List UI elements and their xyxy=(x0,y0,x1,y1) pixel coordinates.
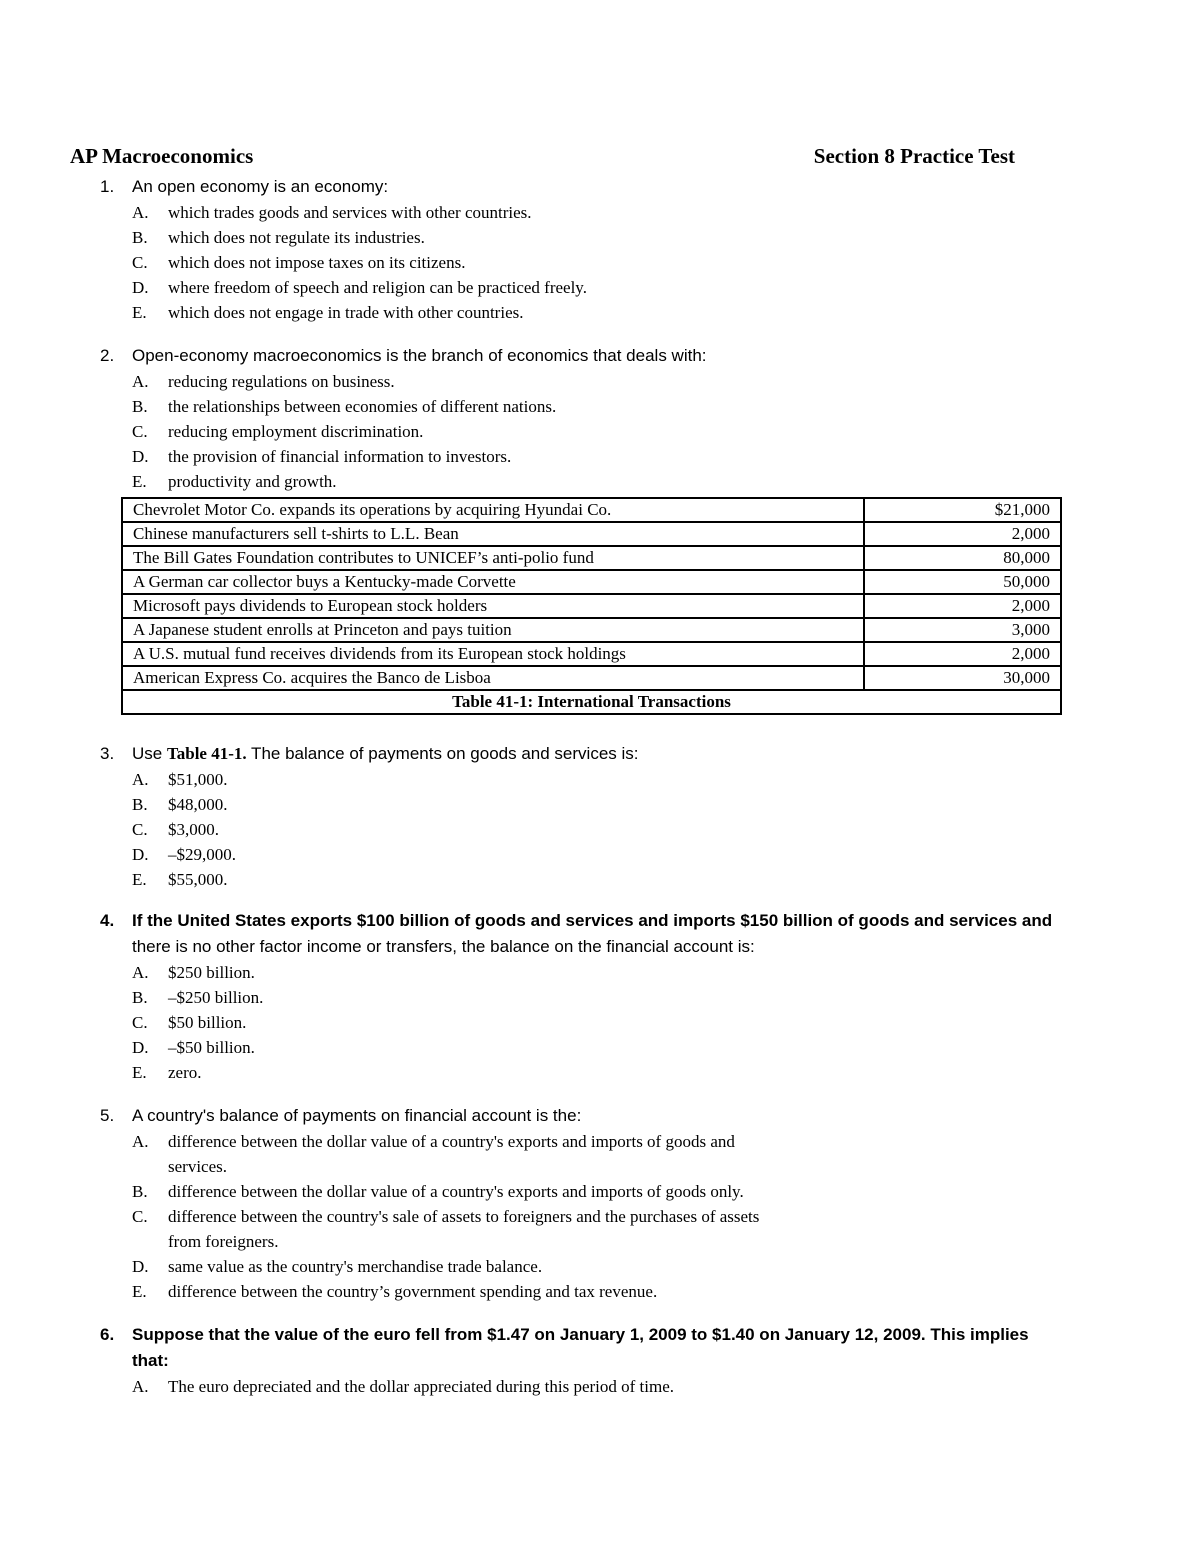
option-text: difference between the dollar value of a country's exports and imports of goods and xyxy=(168,1132,735,1151)
answer-option-d xyxy=(100,444,1130,469)
transaction-description: A U.S. mutual fund receives dividends from its European stock holdings xyxy=(122,642,864,666)
question-stem xyxy=(100,741,1130,767)
option-letter: B. xyxy=(132,1182,148,1201)
question-text-line2: there is no other factor income or transfers, the balance on the financial account is: xyxy=(132,937,755,956)
option-text: –$50 billion. xyxy=(168,1038,255,1057)
answer-option-a xyxy=(100,960,1130,985)
table-row xyxy=(122,498,1061,522)
option-text: $51,000. xyxy=(168,770,228,789)
option-text: reducing regulations on business. xyxy=(168,372,395,391)
question-number: 1. xyxy=(100,177,115,196)
question-stem-cont xyxy=(100,1348,1130,1374)
option-letter: B. xyxy=(132,397,148,416)
transaction-value: 30,000 xyxy=(864,666,1061,690)
option-text: difference between the dollar value of a country's exports and imports of goods only. xyxy=(168,1182,744,1201)
table-row xyxy=(122,618,1061,642)
question-1 xyxy=(100,174,1130,325)
transaction-description: American Express Co. acquires the Banco de Lisboa xyxy=(122,666,864,690)
answer-option-a xyxy=(100,200,1130,225)
question-text-line2: that: xyxy=(132,1351,169,1370)
answer-option-e xyxy=(100,1279,1130,1304)
table-caption: Table 41-1: International Transactions xyxy=(122,690,1061,714)
answer-option-e xyxy=(100,1060,1130,1085)
option-text: $48,000. xyxy=(168,795,228,814)
question-text-pre: Use xyxy=(132,744,167,763)
question-stem-cont xyxy=(100,934,1130,960)
option-letter: E. xyxy=(132,472,147,491)
option-text: $55,000. xyxy=(168,870,228,889)
question-text-post: The balance of payments on goods and services is: xyxy=(246,744,639,763)
question-number: 2. xyxy=(100,346,115,365)
option-letter: D. xyxy=(132,845,149,864)
transaction-value: 3,000 xyxy=(864,618,1061,642)
answer-option-d xyxy=(100,275,1130,300)
answer-option-c xyxy=(100,1010,1130,1035)
option-letter: A. xyxy=(132,372,149,391)
option-letter: E. xyxy=(132,1282,147,1301)
question-number: 3. xyxy=(100,744,115,763)
option-letter: A. xyxy=(132,1132,149,1151)
question-stem xyxy=(100,1103,1130,1129)
question-number: 6. xyxy=(100,1325,115,1344)
table-row xyxy=(122,546,1061,570)
option-text: reducing employment discrimination. xyxy=(168,422,424,441)
test-title: Section 8 Practice Test xyxy=(813,144,1015,168)
option-letter: C. xyxy=(132,1013,148,1032)
question-6 xyxy=(100,1322,1130,1399)
question-number: 5. xyxy=(100,1106,115,1125)
option-text: –$29,000. xyxy=(168,845,236,864)
option-text: which trades goods and services with other countries. xyxy=(168,203,532,222)
option-letter: D. xyxy=(132,1038,149,1057)
option-text: –$250 billion. xyxy=(168,988,264,1007)
option-text: productivity and growth. xyxy=(168,472,337,491)
option-text: The euro depreciated and the dollar appreciated during this period of time. xyxy=(168,1377,675,1396)
answer-option-a xyxy=(100,767,1130,792)
option-text: $250 billion. xyxy=(168,963,255,982)
option-text: same value as the country's merchandise trade balance. xyxy=(168,1257,543,1276)
option-letter: D. xyxy=(132,278,149,297)
transaction-value: 2,000 xyxy=(864,522,1061,546)
answer-option-d xyxy=(100,1035,1130,1060)
option-text: $50 billion. xyxy=(168,1013,247,1032)
option-letter: A. xyxy=(132,770,149,789)
question-2 xyxy=(100,343,1130,494)
transaction-value: $21,000 xyxy=(864,498,1061,522)
table-reference: Table 41-1. xyxy=(166,744,247,763)
question-stem xyxy=(100,908,1130,934)
option-letter: B. xyxy=(132,228,148,247)
transaction-description: Chevrolet Motor Co. expands its operations by acquiring Hyundai Co. xyxy=(122,498,864,522)
option-text: zero. xyxy=(168,1063,202,1082)
option-text: which does not engage in trade with other countries. xyxy=(168,303,524,322)
transaction-value: 80,000 xyxy=(864,546,1061,570)
option-letter: A. xyxy=(132,203,149,222)
answer-option-c xyxy=(100,419,1130,444)
option-letter: D. xyxy=(132,1257,149,1276)
course-title: AP Macroeconomics xyxy=(70,144,254,168)
transaction-description: Microsoft pays dividends to European stock holders xyxy=(122,594,864,618)
transaction-description: A Japanese student enrolls at Princeton and pays tuition xyxy=(122,618,864,642)
option-letter: C. xyxy=(132,422,148,441)
answer-option-e xyxy=(100,867,1130,892)
table-caption-row xyxy=(122,690,1061,714)
option-letter: C. xyxy=(132,1207,148,1226)
option-text: difference between the country's sale of assets to foreigners and the purchases of assets xyxy=(168,1207,760,1226)
answer-option-c xyxy=(100,250,1130,275)
question-stem xyxy=(100,343,1130,369)
answer-option-c-cont xyxy=(100,1229,1130,1254)
option-text: the relationships between economies of different nations. xyxy=(168,397,557,416)
question-4 xyxy=(100,908,1130,1085)
option-letter: C. xyxy=(132,820,148,839)
answer-option-a-cont xyxy=(100,1154,1130,1179)
transaction-description: A German car collector buys a Kentucky-made Corvette xyxy=(122,570,864,594)
answer-option-d xyxy=(100,1254,1130,1279)
answer-option-c xyxy=(100,1204,1130,1229)
option-letter: B. xyxy=(132,988,148,1007)
option-text: the provision of financial information to investors. xyxy=(168,447,512,466)
answer-option-e xyxy=(100,469,1130,494)
answer-option-b xyxy=(100,394,1130,419)
transaction-value: 2,000 xyxy=(864,642,1061,666)
answer-option-b xyxy=(100,225,1130,250)
option-letter: E. xyxy=(132,870,147,889)
question-5 xyxy=(100,1103,1130,1304)
option-text: which does not impose taxes on its citizens. xyxy=(168,253,466,272)
transaction-description: The Bill Gates Foundation contributes to UNICEF’s anti-polio fund xyxy=(122,546,864,570)
question-number: 4. xyxy=(100,911,115,930)
answer-option-d xyxy=(100,842,1130,867)
table-row xyxy=(122,570,1061,594)
question-stem xyxy=(100,174,1130,200)
answer-option-b xyxy=(100,792,1130,817)
answer-option-a xyxy=(100,1129,1130,1154)
answer-option-b xyxy=(100,985,1130,1010)
table-row xyxy=(122,666,1061,690)
option-text-cont: services. xyxy=(168,1157,228,1176)
option-letter: C. xyxy=(132,253,148,272)
option-letter: A. xyxy=(132,1377,149,1396)
answer-option-a xyxy=(100,369,1130,394)
question-text: A country's balance of payments on financial account is the: xyxy=(132,1106,582,1125)
answer-option-c xyxy=(100,817,1130,842)
question-text: Open-economy macroeconomics is the branch of economics that deals with: xyxy=(132,346,707,365)
table-row xyxy=(122,522,1061,546)
option-letter: E. xyxy=(132,1063,147,1082)
transactions-table xyxy=(121,497,1062,715)
option-text: $3,000. xyxy=(168,820,219,839)
option-text: difference between the country’s government spending and tax revenue. xyxy=(168,1282,658,1301)
table-row xyxy=(122,594,1061,618)
option-text-cont: from foreigners. xyxy=(168,1232,279,1251)
option-letter: B. xyxy=(132,795,148,814)
table-row xyxy=(122,642,1061,666)
question-text-line1: Suppose that the value of the euro fell from $1.47 on January 1, 2009 to $1.40 on January 12, 2009. This implies xyxy=(132,1325,1029,1344)
question-3 xyxy=(100,741,1130,892)
option-text: which does not regulate its industries. xyxy=(168,228,425,247)
option-text: where freedom of speech and religion can be practiced freely. xyxy=(168,278,587,297)
transaction-value: 50,000 xyxy=(864,570,1061,594)
option-letter: D. xyxy=(132,447,149,466)
option-letter: E. xyxy=(132,303,147,322)
answer-option-e xyxy=(100,300,1130,325)
answer-option-a xyxy=(100,1374,1130,1399)
transaction-value: 2,000 xyxy=(864,594,1061,618)
transaction-description: Chinese manufacturers sell t-shirts to L.L. Bean xyxy=(122,522,864,546)
question-text-line1: If the United States exports $100 billion of goods and services and imports $150 billion of goods and services and xyxy=(132,911,1053,930)
question-stem xyxy=(100,1322,1130,1348)
question-text: An open economy is an economy: xyxy=(132,177,389,196)
answer-option-b xyxy=(100,1179,1130,1204)
option-letter: A. xyxy=(132,963,149,982)
